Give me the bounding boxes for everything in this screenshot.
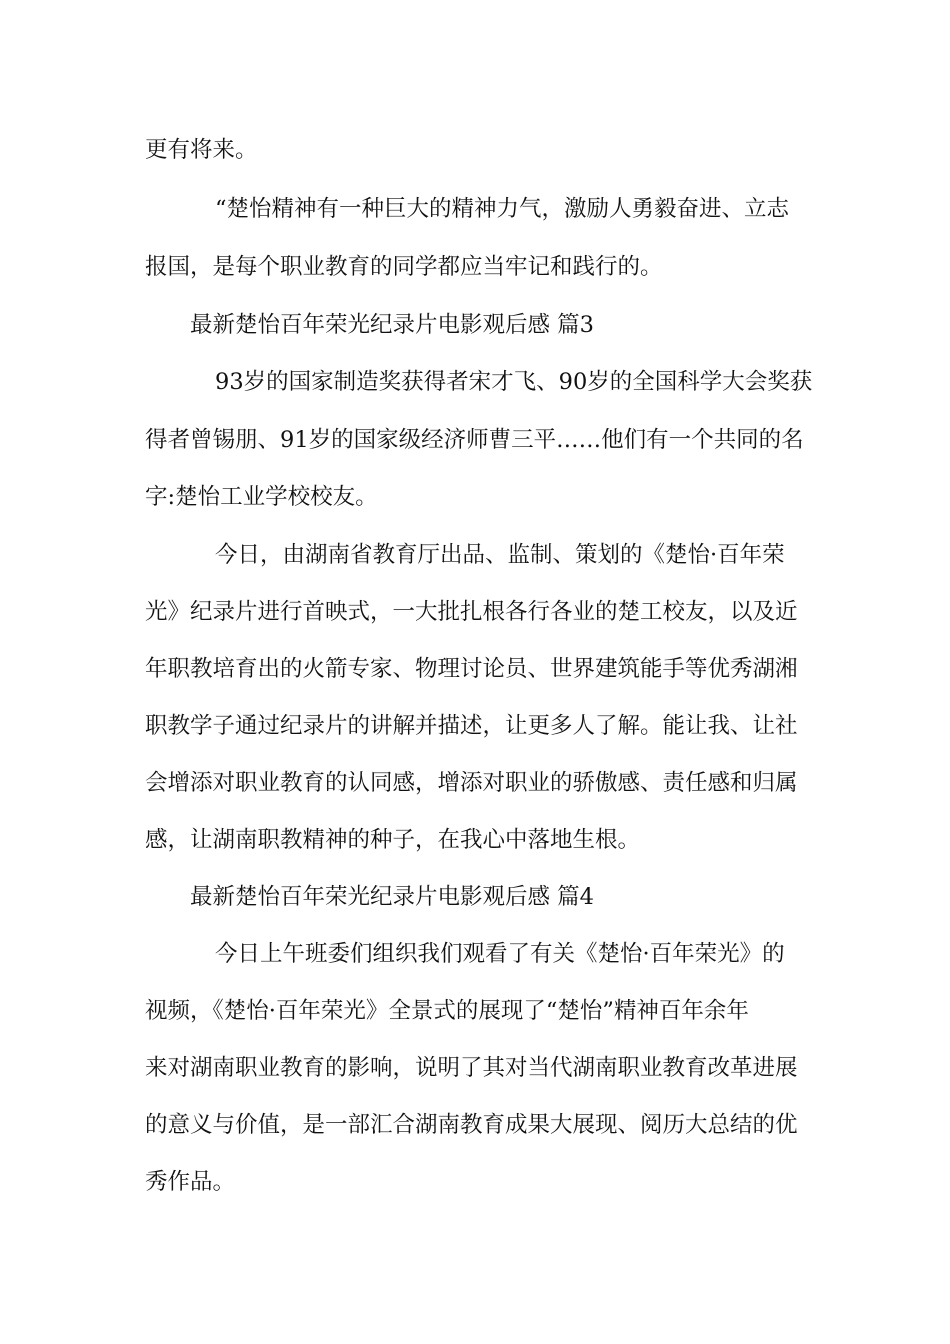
- paragraph-line: 年职教培育出的火箭专家、物理讨论员、世界建筑能手等优秀湖湘: [145, 656, 798, 682]
- paragraph-line: 视频，《楚怡·百年荣光》全景式的展现了“楚怡”精神百年余年: [145, 998, 749, 1024]
- section-heading: 最新楚怡百年荣光纪录片电影观后感 篇4: [190, 884, 594, 910]
- paragraph-line: “楚怡精神有一种巨大的精神力气，激励人勇毅奋进、立志: [215, 196, 790, 222]
- paragraph-line: 字:楚怡工业学校校友。: [145, 484, 378, 510]
- paragraph-line: 今日，由湖南省教育厅出品、监制、策划的《楚怡·百年荣: [215, 542, 785, 568]
- paragraph-line: 职教学子通过纪录片的讲解并描述，让更多人了解。能让我、让社: [145, 713, 798, 739]
- paragraph-line: 报国，是每个职业教育的同学都应当牢记和践行的。: [145, 254, 663, 280]
- paragraph-line: 秀作品。: [145, 1169, 236, 1195]
- paragraph-line: 更有将来。: [145, 137, 258, 163]
- paragraph-line: 今日上午班委们组织我们观看了有关《楚怡·百年荣光》的: [215, 941, 785, 967]
- paragraph-line: 光》纪录片进行首映式，一大批扎根各行各业的楚工校友，以及近: [145, 599, 798, 625]
- paragraph-line: 93岁的国家制造奖获得者宋才飞、90岁的全国科学大会奖获: [215, 369, 813, 395]
- paragraph-line: 得者曾锡朋、91岁的国家级经济师曹三平……他们有一个共同的名: [145, 427, 804, 453]
- section-heading: 最新楚怡百年荣光纪录片电影观后感 篇3: [190, 312, 594, 338]
- paragraph-line: 会增添对职业教育的认同感，增添对职业的骄傲感、责任感和归属: [145, 770, 798, 796]
- paragraph-line: 感，让湖南职教精神的种子，在我心中落地生根。: [145, 827, 641, 853]
- paragraph-line: 来对湖南职业教育的影响，说明了其对当代湖南职业教育改革进展: [145, 1055, 798, 1081]
- paragraph-line: 的意义与价值，是一部汇合湖南教育成果大展现、阅历大总结的优: [145, 1112, 798, 1138]
